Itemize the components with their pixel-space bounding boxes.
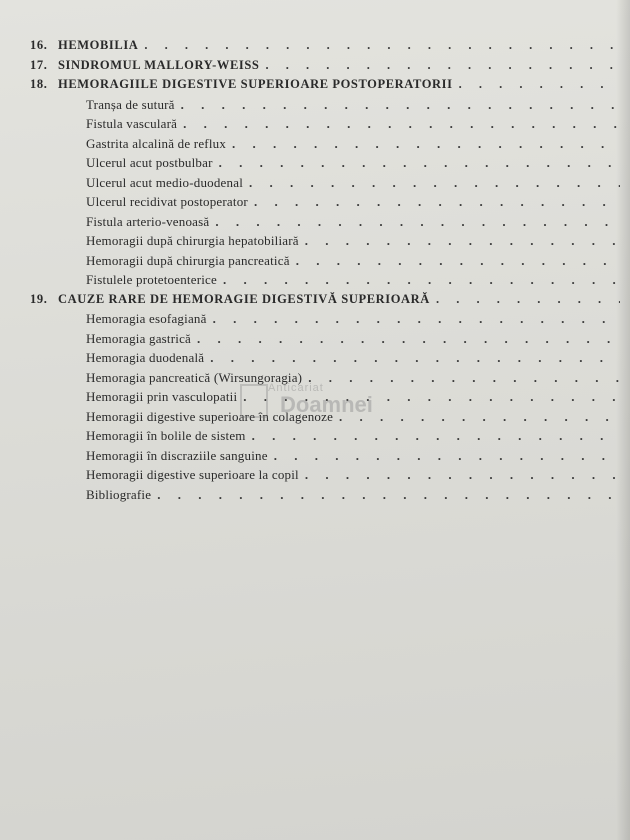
toc-section-row <box>30 309 620 329</box>
toc-title: HEMOBILIA <box>58 38 139 52</box>
toc-number: 16. <box>30 38 48 52</box>
toc-chapter-row <box>30 36 620 56</box>
toc-leader-dots <box>213 309 620 329</box>
toc-section-row <box>30 114 620 134</box>
toc-chapter-row <box>30 75 620 95</box>
toc-chapter-row <box>30 290 620 310</box>
toc-leader-dots <box>144 36 620 56</box>
watermark-main-text: Doamnei <box>280 392 373 417</box>
toc-leader-dots <box>183 114 620 134</box>
toc-title: Hemoragii prin vasculopatii <box>86 389 238 404</box>
toc-title: Hemoragii după chirurgia hepatobiliară <box>86 233 299 248</box>
toc-title: Hemoragii după chirurgia pancreatică <box>86 252 290 268</box>
toc-chapter-row <box>30 56 620 76</box>
toc-title: Fistula vasculară <box>86 116 178 131</box>
toc-leader-dots <box>223 270 620 290</box>
toc-section-row <box>30 270 620 290</box>
toc-leader-dots <box>436 290 620 310</box>
toc-section-row <box>30 95 620 115</box>
toc-leader-dots <box>157 485 620 505</box>
toc-title: Hemoragia gastrică <box>86 330 192 346</box>
toc-leader-dots <box>210 348 620 368</box>
watermark <box>240 382 373 418</box>
toc-section-row <box>30 446 620 466</box>
toc-leader-dots <box>274 446 620 466</box>
toc-leader-dots <box>219 153 620 173</box>
table-of-contents <box>30 36 620 504</box>
toc-leader-dots <box>254 192 620 212</box>
toc-title: Fistula arterio-venoasă <box>86 213 210 229</box>
toc-title: CAUZE RARE DE HEMORAGIE DIGESTIVĂ SUPERIOARĂ <box>58 291 430 306</box>
toc-section-row <box>30 329 620 349</box>
toc-section-row <box>30 231 620 251</box>
toc-title: Hemoragia esofagiană <box>86 311 207 326</box>
toc-leader-dots <box>305 465 620 485</box>
toc-title: Hemoragii digestive superioare la copil <box>86 467 299 482</box>
toc-section-row <box>30 485 620 505</box>
toc-section-row <box>30 173 620 193</box>
toc-section-row <box>30 465 620 485</box>
toc-leader-dots <box>339 407 620 427</box>
toc-title: Fistulele protetoenterice <box>86 272 217 287</box>
toc-leader-dots <box>252 426 620 446</box>
toc-leader-dots <box>181 95 620 115</box>
toc-title: Bibliografie <box>86 486 152 502</box>
toc-section-row <box>30 153 620 173</box>
toc-title: Hemoragii în bolile de sistem <box>86 428 246 443</box>
toc-leader-dots <box>249 173 620 193</box>
toc-leader-dots <box>459 75 620 95</box>
toc-leader-dots <box>232 134 620 154</box>
watermark-logo-icon <box>240 384 268 418</box>
toc-title: HEMORAGIILE DIGESTIVE SUPERIOARE POSTOPERATORII <box>58 77 453 91</box>
toc-title: Hemoragia pancreatică (Wirsungoragia) <box>86 369 303 385</box>
toc-title: Hemoragii digestive superioare în colagenoze <box>86 408 334 424</box>
toc-number: 17. <box>30 57 48 72</box>
toc-section-row <box>30 134 620 154</box>
toc-title: SINDROMUL MALLORY-WEISS <box>58 57 260 72</box>
toc-title: Hemoragia duodenală <box>86 350 205 365</box>
toc-leader-dots <box>296 251 620 271</box>
toc-leader-dots <box>215 212 620 232</box>
toc-title: Ulcerul acut postbulbar <box>86 155 213 170</box>
toc-section-row <box>30 212 620 232</box>
toc-title: Hemoragii în discraziile sanguine <box>86 447 268 463</box>
toc-leader-dots <box>197 329 620 349</box>
toc-title: Gastrita alcalină de reflux <box>86 135 227 151</box>
toc-title: Ulcerul recidivat postoperator <box>86 194 248 209</box>
toc-title: Ulcerul acut medio-duodenal <box>86 174 244 190</box>
toc-section-row <box>30 426 620 446</box>
toc-section-row <box>30 251 620 271</box>
toc-leader-dots <box>305 231 620 251</box>
toc-number: 18. <box>30 77 48 91</box>
toc-leader-dots <box>265 56 620 76</box>
page-edge-shadow <box>616 0 630 840</box>
toc-number: 19. <box>30 291 48 306</box>
watermark-top-text: Anticariat <box>268 382 324 394</box>
toc-section-row <box>30 192 620 212</box>
toc-title: Tranșa de sutură <box>86 96 175 112</box>
toc-section-row <box>30 348 620 368</box>
